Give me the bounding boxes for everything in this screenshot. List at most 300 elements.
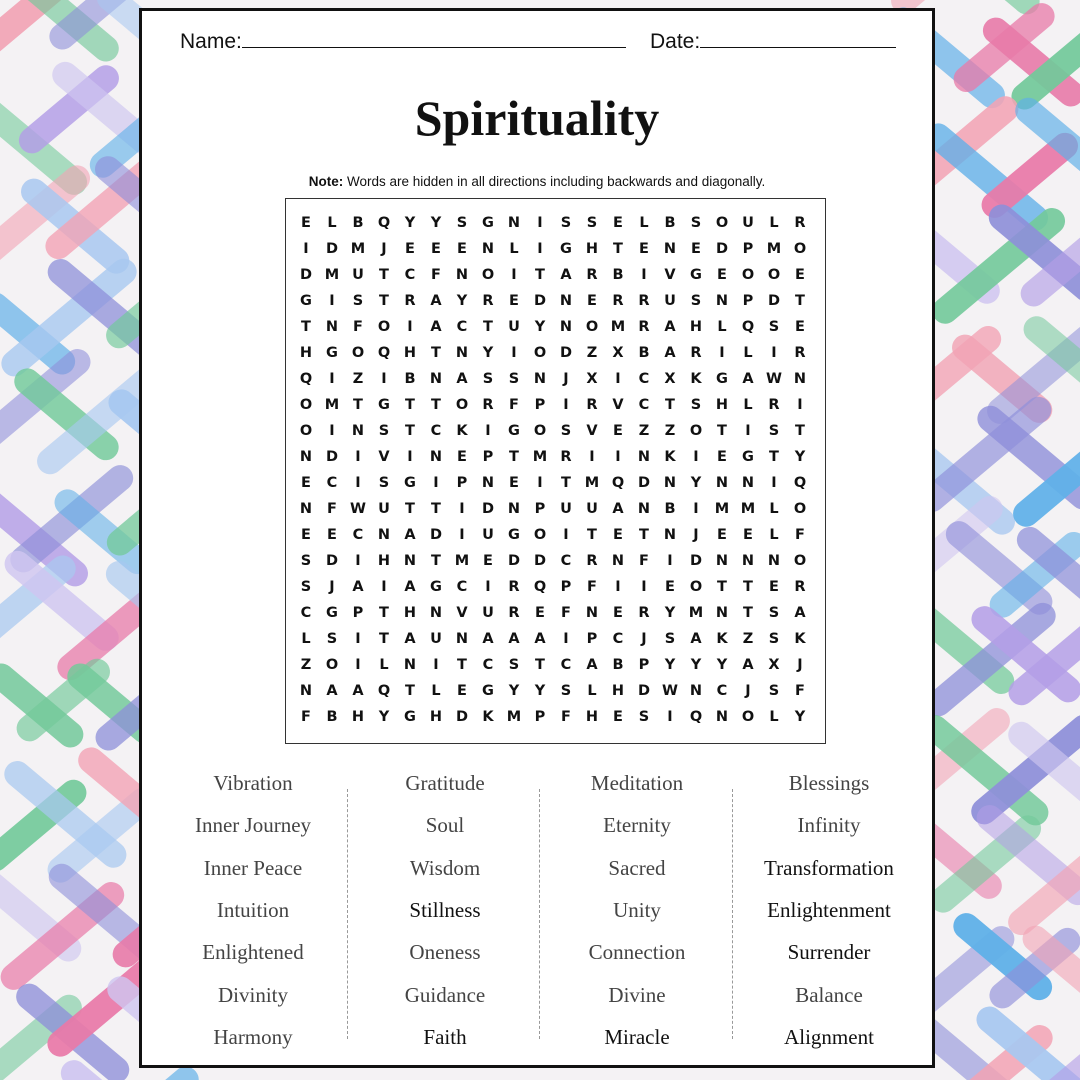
grid-letter[interactable]: G [560,241,572,257]
grid-letter[interactable]: D [455,709,469,725]
grid-letter[interactable]: L [769,501,779,517]
grid-letter[interactable]: E [431,241,441,257]
grid-letter[interactable]: H [377,553,391,569]
grid-letter[interactable]: S [768,631,780,647]
grid-letter[interactable]: I [537,241,543,257]
grid-letter[interactable]: T [613,241,623,257]
grid-letter[interactable]: P [534,709,546,725]
grid-letter[interactable]: H [351,709,365,725]
grid-letter[interactable]: R [404,293,416,309]
grid-letter[interactable]: F [561,605,571,621]
grid-letter[interactable]: I [745,423,751,439]
grid-letter[interactable]: I [329,423,335,439]
grid-letter[interactable]: A [326,683,338,699]
grid-letter[interactable]: K [690,371,702,387]
grid-letter[interactable]: C [326,475,338,491]
grid-letter[interactable]: T [379,631,389,647]
grid-letter[interactable]: Y [664,657,676,673]
grid-letter[interactable]: H [715,397,729,413]
grid-letter[interactable]: S [768,319,780,335]
grid-letter[interactable]: I [589,449,595,465]
grid-letter[interactable]: R [612,293,624,309]
grid-letter[interactable]: K [716,631,728,647]
grid-letter[interactable]: Z [300,657,312,673]
grid-letter[interactable]: U [560,501,572,517]
grid-letter[interactable]: D [533,293,547,309]
grid-letter[interactable]: E [795,319,805,335]
grid-letter[interactable]: C [638,397,650,413]
grid-letter[interactable]: S [586,215,598,231]
grid-letter[interactable]: I [693,501,699,517]
grid-letter[interactable]: C [482,657,494,673]
grid-letter[interactable]: A [742,657,754,673]
grid-letter[interactable]: V [612,397,624,413]
grid-letter[interactable]: Q [611,475,625,491]
grid-letter[interactable]: E [535,605,545,621]
grid-letter[interactable]: N [793,371,807,387]
grid-letter[interactable]: Z [742,631,754,647]
grid-letter[interactable]: M [766,241,782,257]
grid-letter[interactable]: K [482,709,494,725]
grid-letter[interactable]: E [301,475,311,491]
grid-letter[interactable]: P [560,579,572,595]
grid-letter[interactable]: P [742,241,754,257]
grid-letter[interactable]: F [587,579,597,595]
grid-letter[interactable]: E [613,423,623,439]
grid-letter[interactable]: M [688,605,704,621]
grid-letter[interactable]: N [403,657,417,673]
grid-letter[interactable]: O [377,319,391,335]
grid-letter[interactable]: T [431,553,441,569]
grid-letter[interactable]: U [586,501,598,517]
grid-letter[interactable]: M [324,267,340,283]
grid-letter[interactable]: P [482,449,494,465]
grid-letter[interactable]: J [381,241,387,257]
grid-letter[interactable]: O [741,267,755,283]
grid-letter[interactable]: P [742,293,754,309]
grid-letter[interactable]: E [457,449,467,465]
grid-letter[interactable]: P [638,657,650,673]
grid-letter[interactable]: N [741,553,755,569]
grid-letter[interactable]: N [715,475,729,491]
grid-letter[interactable]: O [299,423,313,439]
grid-letter[interactable]: I [719,345,725,361]
grid-letter[interactable]: V [664,267,676,283]
grid-letter[interactable]: I [303,241,309,257]
grid-letter[interactable]: B [352,215,364,231]
grid-letter[interactable]: E [795,267,805,283]
grid-letter[interactable]: S [664,631,676,647]
grid-letter[interactable]: J [563,371,569,387]
grid-letter[interactable]: Q [377,215,391,231]
grid-letter[interactable]: F [301,709,311,725]
grid-letter[interactable]: A [482,631,494,647]
grid-letter[interactable]: Z [352,371,364,387]
grid-letter[interactable]: Y [534,319,546,335]
grid-letter[interactable]: S [560,683,572,699]
grid-letter[interactable]: D [325,449,339,465]
grid-letter[interactable]: T [405,501,415,517]
grid-letter[interactable]: R [482,293,494,309]
grid-letter[interactable]: A [586,657,598,673]
grid-letter[interactable]: I [667,553,673,569]
grid-letter[interactable]: E [639,241,649,257]
grid-letter[interactable]: F [795,683,805,699]
grid-letter[interactable]: T [457,657,467,673]
grid-letter[interactable]: Y [690,657,702,673]
grid-letter[interactable]: D [559,345,573,361]
grid-letter[interactable]: T [743,605,753,621]
grid-letter[interactable]: N [559,293,573,309]
grid-letter[interactable]: S [300,553,312,569]
grid-letter[interactable]: I [407,449,413,465]
grid-letter[interactable]: B [612,267,624,283]
grid-letter[interactable]: S [482,371,494,387]
grid-letter[interactable]: N [663,241,677,257]
grid-letter[interactable]: I [615,449,621,465]
grid-letter[interactable]: E [301,527,311,543]
grid-letter[interactable]: W [662,683,678,699]
grid-letter[interactable]: E [327,527,337,543]
grid-letter[interactable]: X [586,371,598,387]
grid-letter[interactable]: H [689,319,703,335]
grid-letter[interactable]: T [795,293,805,309]
grid-letter[interactable]: B [664,501,676,517]
grid-letter[interactable]: S [690,215,702,231]
grid-letter[interactable]: C [456,319,468,335]
grid-letter[interactable]: Q [793,475,807,491]
grid-letter[interactable]: U [352,267,364,283]
grid-letter[interactable]: E [769,579,779,595]
grid-letter[interactable]: Y [456,293,468,309]
grid-letter[interactable]: A [404,631,416,647]
grid-letter[interactable]: T [431,345,441,361]
grid-letter[interactable]: T [587,527,597,543]
grid-letter[interactable]: E [509,293,519,309]
grid-letter[interactable]: N [559,319,573,335]
grid-letter[interactable]: I [433,475,439,491]
grid-letter[interactable]: T [717,423,727,439]
grid-letter[interactable]: T [795,423,805,439]
grid-letter[interactable]: T [665,397,675,413]
grid-letter[interactable]: S [768,423,780,439]
grid-letter[interactable]: E [457,683,467,699]
grid-letter[interactable]: D [767,293,781,309]
grid-letter[interactable]: I [355,631,361,647]
grid-letter[interactable]: R [638,319,650,335]
grid-letter[interactable]: V [378,449,390,465]
grid-letter[interactable]: M [324,397,340,413]
grid-letter[interactable]: O [689,579,703,595]
grid-letter[interactable]: N [429,605,443,621]
grid-letter[interactable]: F [639,553,649,569]
grid-letter[interactable]: P [534,397,546,413]
grid-letter[interactable]: Q [299,371,313,387]
grid-letter[interactable]: R [638,293,650,309]
grid-letter[interactable]: I [693,449,699,465]
grid-letter[interactable]: C [612,631,624,647]
grid-letter[interactable]: A [456,371,468,387]
grid-letter[interactable]: N [533,371,547,387]
grid-letter[interactable]: I [381,579,387,595]
grid-letter[interactable]: N [663,475,677,491]
grid-letter[interactable]: C [300,605,312,621]
grid-letter[interactable]: S [690,397,702,413]
grid-letter[interactable]: N [403,553,417,569]
grid-letter[interactable]: I [615,371,621,387]
grid-letter[interactable]: S [378,423,390,439]
grid-letter[interactable]: D [325,241,339,257]
grid-letter[interactable]: H [299,345,313,361]
grid-letter[interactable]: A [664,319,676,335]
grid-letter[interactable]: O [533,345,547,361]
grid-letter[interactable]: B [404,371,416,387]
grid-letter[interactable]: A [560,267,572,283]
grid-letter[interactable]: A [534,631,546,647]
grid-letter[interactable]: Y [482,345,494,361]
grid-letter[interactable]: L [301,631,311,647]
grid-letter[interactable]: A [404,579,416,595]
grid-letter[interactable]: G [482,683,494,699]
grid-letter[interactable]: T [301,319,311,335]
grid-letter[interactable]: D [715,241,729,257]
grid-letter[interactable]: R [638,605,650,621]
grid-letter[interactable]: X [664,371,676,387]
grid-letter[interactable]: R [560,449,572,465]
grid-letter[interactable]: E [717,527,727,543]
grid-letter[interactable]: K [456,423,468,439]
grid-letter[interactable]: H [611,683,625,699]
grid-letter[interactable]: E [587,293,597,309]
grid-letter[interactable]: L [639,215,649,231]
grid-letter[interactable]: T [639,527,649,543]
grid-letter[interactable]: Y [794,449,806,465]
grid-letter[interactable]: A [664,345,676,361]
grid-letter[interactable]: E [717,267,727,283]
grid-letter[interactable]: I [667,709,673,725]
grid-letter[interactable]: B [326,709,338,725]
grid-letter[interactable]: N [663,527,677,543]
grid-letter[interactable]: G [482,215,494,231]
grid-letter[interactable]: N [481,241,495,257]
grid-letter[interactable]: I [355,553,361,569]
grid-letter[interactable]: J [693,527,699,543]
grid-letter[interactable]: E [483,553,493,569]
grid-letter[interactable]: I [355,475,361,491]
grid-letter[interactable]: T [717,579,727,595]
grid-letter[interactable]: T [509,449,519,465]
grid-letter[interactable]: U [482,605,494,621]
grid-letter[interactable]: S [326,631,338,647]
grid-letter[interactable]: O [351,345,365,361]
grid-letter[interactable]: N [455,267,469,283]
grid-letter[interactable]: A [404,527,416,543]
name-line[interactable] [242,29,626,48]
grid-letter[interactable]: D [507,553,521,569]
grid-letter[interactable]: F [795,527,805,543]
grid-letter[interactable]: B [638,345,650,361]
grid-letter[interactable]: T [483,319,493,335]
grid-letter[interactable]: I [329,293,335,309]
grid-letter[interactable]: G [430,579,442,595]
grid-letter[interactable]: M [350,241,366,257]
grid-letter[interactable]: I [485,579,491,595]
grid-letter[interactable]: T [379,605,389,621]
grid-letter[interactable]: C [404,267,416,283]
grid-letter[interactable]: O [533,527,547,543]
grid-letter[interactable]: D [689,553,703,569]
grid-letter[interactable]: I [771,475,777,491]
grid-letter[interactable]: E [301,215,311,231]
grid-letter[interactable]: E [509,475,519,491]
grid-letter[interactable]: O [299,397,313,413]
grid-letter[interactable]: P [352,605,364,621]
grid-letter[interactable]: I [537,475,543,491]
grid-letter[interactable]: U [664,293,676,309]
grid-letter[interactable]: D [533,553,547,569]
grid-letter[interactable]: U [508,319,520,335]
grid-letter[interactable]: I [407,319,413,335]
grid-letter[interactable]: F [327,501,337,517]
grid-letter[interactable]: Q [533,579,547,595]
grid-letter[interactable]: N [299,501,313,517]
grid-letter[interactable]: T [379,293,389,309]
grid-letter[interactable]: E [405,241,415,257]
grid-letter[interactable]: O [689,423,703,439]
grid-letter[interactable]: D [637,683,651,699]
grid-letter[interactable]: R [482,397,494,413]
grid-letter[interactable]: N [715,709,729,725]
grid-letter[interactable]: Y [430,215,442,231]
grid-letter[interactable]: E [613,605,623,621]
grid-letter[interactable]: S [508,371,520,387]
grid-letter[interactable]: F [509,397,519,413]
grid-letter[interactable]: R [794,579,806,595]
grid-letter[interactable]: N [455,345,469,361]
grid-letter[interactable]: T [561,475,571,491]
date-field[interactable] [650,29,896,54]
grid-letter[interactable]: O [793,553,807,569]
grid-letter[interactable]: J [329,579,335,595]
grid-letter[interactable]: N [299,449,313,465]
grid-letter[interactable]: H [403,345,417,361]
grid-letter[interactable]: E [717,449,727,465]
grid-letter[interactable]: K [794,631,806,647]
grid-letter[interactable]: L [769,527,779,543]
grid-letter[interactable]: E [743,527,753,543]
grid-letter[interactable]: L [379,657,389,673]
grid-letter[interactable]: A [352,683,364,699]
grid-letter[interactable]: X [768,657,780,673]
grid-letter[interactable]: A [430,293,442,309]
grid-letter[interactable]: G [300,293,312,309]
grid-letter[interactable]: W [766,371,782,387]
grid-letter[interactable]: S [690,293,702,309]
grid-letter[interactable]: M [610,319,626,335]
grid-letter[interactable]: T [743,579,753,595]
grid-letter[interactable]: V [456,605,468,621]
grid-letter[interactable]: H [429,709,443,725]
grid-letter[interactable]: N [715,553,729,569]
grid-letter[interactable]: G [378,397,390,413]
grid-letter[interactable]: B [664,215,676,231]
grid-letter[interactable]: G [508,423,520,439]
grid-letter[interactable]: L [587,683,597,699]
grid-letter[interactable]: O [793,501,807,517]
grid-letter[interactable]: Y [664,605,676,621]
grid-letter[interactable]: F [561,709,571,725]
grid-letter[interactable]: N [299,683,313,699]
grid-letter[interactable]: T [535,657,545,673]
grid-letter[interactable]: N [455,631,469,647]
grid-letter[interactable]: O [585,319,599,335]
grid-letter[interactable]: T [431,501,441,517]
grid-letter[interactable]: S [638,709,650,725]
grid-letter[interactable]: S [352,293,364,309]
grid-letter[interactable]: S [560,423,572,439]
grid-letter[interactable]: R [586,397,598,413]
grid-letter[interactable]: C [456,579,468,595]
grid-letter[interactable]: I [563,631,569,647]
grid-letter[interactable]: R [508,605,520,621]
grid-letter[interactable]: O [455,397,469,413]
grid-letter[interactable]: I [537,215,543,231]
grid-letter[interactable]: O [481,267,495,283]
grid-letter[interactable]: O [741,709,755,725]
grid-letter[interactable]: U [430,631,442,647]
grid-letter[interactable]: P [586,631,598,647]
grid-letter[interactable]: A [352,579,364,595]
grid-letter[interactable]: I [381,371,387,387]
grid-letter[interactable]: G [742,449,754,465]
grid-letter[interactable]: B [612,657,624,673]
grid-letter[interactable]: L [769,709,779,725]
grid-letter[interactable]: K [664,449,676,465]
grid-letter[interactable]: L [431,683,441,699]
grid-letter[interactable]: A [508,631,520,647]
grid-letter[interactable]: A [612,501,624,517]
grid-letter[interactable]: W [350,501,366,517]
grid-letter[interactable]: T [379,267,389,283]
grid-letter[interactable]: M [532,449,548,465]
grid-letter[interactable]: I [641,267,647,283]
grid-letter[interactable]: C [430,423,442,439]
grid-letter[interactable]: R [586,267,598,283]
grid-letter[interactable]: R [794,345,806,361]
grid-letter[interactable]: O [793,241,807,257]
grid-letter[interactable]: D [429,527,443,543]
grid-letter[interactable]: Y [690,475,702,491]
grid-letter[interactable]: J [797,657,803,673]
grid-letter[interactable]: I [459,501,465,517]
grid-letter[interactable]: I [485,423,491,439]
grid-letter[interactable]: Q [377,683,391,699]
grid-letter[interactable]: G [404,475,416,491]
grid-letter[interactable]: P [534,501,546,517]
grid-letter[interactable]: T [769,449,779,465]
grid-letter[interactable]: I [563,527,569,543]
grid-letter[interactable]: D [325,553,339,569]
grid-letter[interactable]: M [506,709,522,725]
grid-letter[interactable]: T [353,397,363,413]
grid-letter[interactable]: N [325,319,339,335]
grid-letter[interactable]: T [535,267,545,283]
grid-letter[interactable]: R [508,579,520,595]
grid-letter[interactable]: V [586,423,598,439]
grid-letter[interactable]: I [355,657,361,673]
grid-letter[interactable]: Q [741,319,755,335]
grid-letter[interactable]: G [404,709,416,725]
